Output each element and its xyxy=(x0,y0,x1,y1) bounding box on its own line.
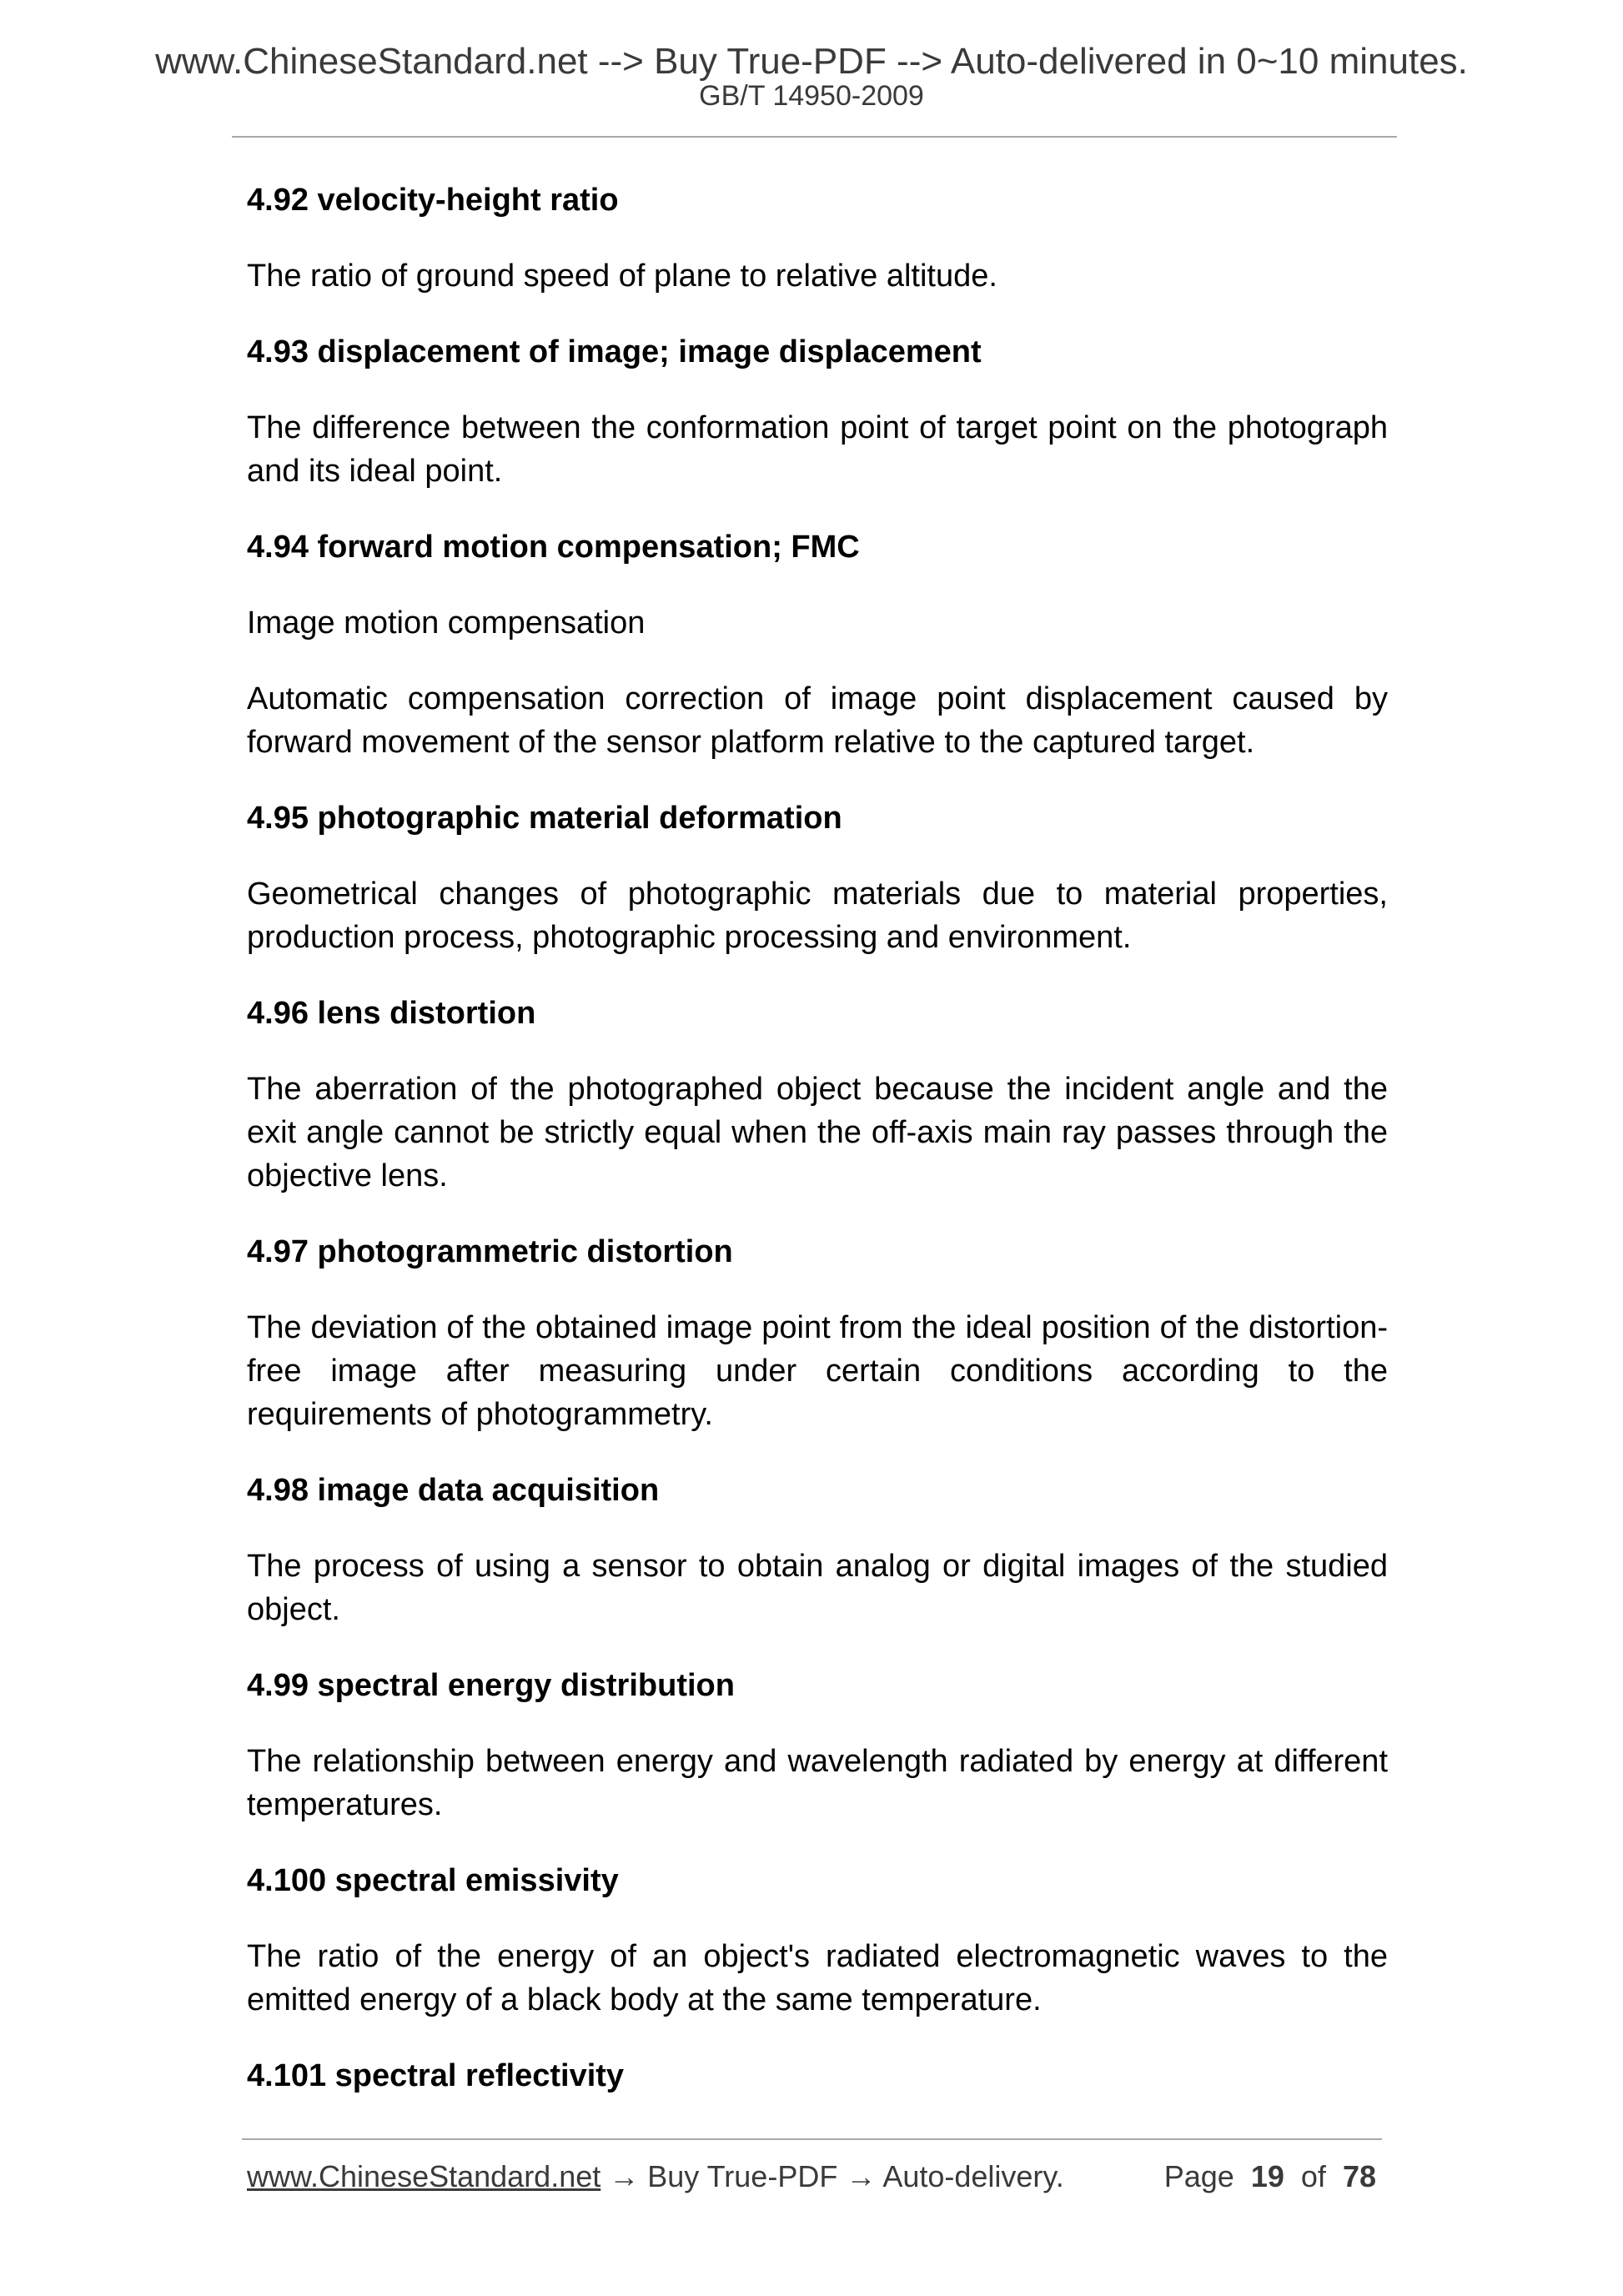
entry-4-93 xyxy=(247,330,1388,493)
footer-divider xyxy=(242,2138,1382,2140)
entry-4-96 xyxy=(247,992,1388,1198)
synonym-paragraph: Image motion compensation xyxy=(247,605,646,641)
entry-4-99 xyxy=(247,1664,1388,1826)
site-banner: www.ChineseStandard.net --> Buy True-PDF --> Auto-delivered in 0~10 minutes. xyxy=(155,41,1468,82)
term-heading: 4.98 image data acquisition xyxy=(247,1473,660,1508)
standard-number: GB/T 14950-2009 xyxy=(699,80,924,112)
footer-promo-text: → Buy True-PDF → Auto-delivery. xyxy=(600,2159,1064,2193)
term-heading: 4.95 photographic material deformation xyxy=(247,801,842,836)
definition-paragraph: Automatic compensation correction of image point displacement caused by forward movement of the sensor platform relative to the captured target. xyxy=(247,681,1388,760)
term-heading: 4.100 spectral emissivity xyxy=(247,1863,619,1898)
entry-4-97 xyxy=(247,1230,1388,1436)
header-divider xyxy=(232,136,1397,138)
entry-4-94 xyxy=(247,525,1388,764)
site-link[interactable]: www.ChineseStandard.net xyxy=(247,2159,601,2193)
page-indicator xyxy=(1164,2158,1376,2195)
term-heading: 4.101 spectral reflectivity xyxy=(247,2058,625,2093)
term-heading: 4.99 spectral energy distribution xyxy=(247,1668,735,1703)
footer-promo xyxy=(247,2158,1064,2195)
definition-paragraph: Geometrical changes of photographic materials due to material properties, production process, photographic processing and environment. xyxy=(247,877,1388,955)
definition-paragraph: The deviation of the obtained image point from the ideal position of the distortion-free image after measuring under certain conditions according to the requirements of photogrammetry. xyxy=(247,1310,1388,1432)
document-body xyxy=(247,178,1388,2130)
definition-paragraph: The difference between the conformation point of target point on the photograph and its ideal point. xyxy=(247,410,1388,489)
term-heading: 4.93 displacement of image; image displacement xyxy=(247,334,982,369)
entry-4-92 xyxy=(247,178,1388,298)
page-number: 19 xyxy=(1250,2159,1284,2193)
total-pages: 78 xyxy=(1342,2159,1376,2193)
definition-paragraph: The ratio of ground speed of plane to relative altitude. xyxy=(247,259,997,294)
definition-paragraph: The process of using a sensor to obtain analog or digital images of the studied object. xyxy=(247,1549,1388,1627)
entry-4-100 xyxy=(247,1859,1388,2022)
page-label: Page xyxy=(1163,2159,1234,2193)
term-heading: 4.92 velocity-height ratio xyxy=(247,183,619,218)
definition-paragraph: The aberration of the photographed object because the incident angle and the exit angle cannot be strictly equal when the off-axis main ray passes through the objective lens. xyxy=(247,1072,1388,1193)
of-label: of xyxy=(1300,2159,1326,2193)
entry-4-98 xyxy=(247,1469,1388,1631)
definition-paragraph: The ratio of the energy of an object's radiated electromagnetic waves to the emitted energy of a black body at the same temperature. xyxy=(247,1939,1388,2017)
term-heading: 4.97 photogrammetric distortion xyxy=(247,1234,733,1269)
definition-paragraph: The relationship between energy and wavelength radiated by energy at different temperatures. xyxy=(247,1744,1388,1822)
entry-4-95 xyxy=(247,796,1388,959)
term-heading: 4.96 lens distortion xyxy=(247,996,536,1031)
entry-4-101 xyxy=(247,2054,1388,2098)
term-heading: 4.94 forward motion compensation; FMC xyxy=(247,530,860,565)
